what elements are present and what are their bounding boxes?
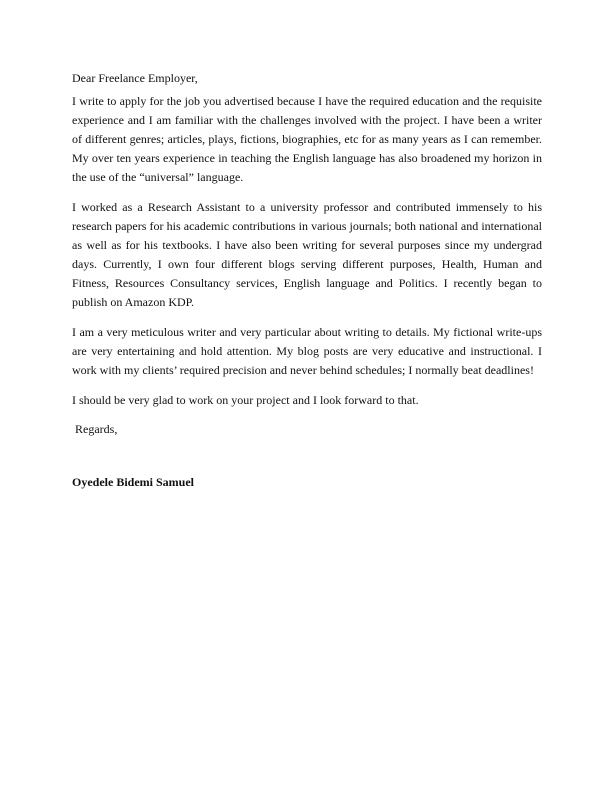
signature-name: Oyedele Bidemi Samuel bbox=[72, 475, 194, 489]
salutation: Dear Freelance Employer, bbox=[72, 71, 198, 85]
paragraph-qualities: I am a very meticulous writer and very particular about writing to details. My fictional write-ups are very entertaining and hold attention. My blog posts are very educative and instructional. I work with my clients’ required precision and never behind schedules; I normally beat deadlines! bbox=[72, 325, 542, 377]
cover-letter bbox=[72, 70, 542, 490]
paragraph-experience: I worked as a Research Assistant to a university professor and contributed immensely to his research papers for his academic contributions in various journals; both national and international as well as for his textbooks. I have also been writing for several purposes since my undergrad days. Currently, I own four different blogs serving different purposes, Health, Human and Fitness, Resources Consultancy services, English language and Politics. I recently began to publish on Amazon KDP. bbox=[72, 200, 542, 309]
closing-regards: Regards, bbox=[75, 422, 118, 436]
paragraph-closing: I should be very glad to work on your project and I look forward to that. bbox=[72, 393, 419, 407]
paragraph-introduction: I write to apply for the job you advertised because I have the required education and the requisite experience and I am familiar with the challenges involved with the project. I have been a writer of different genres; articles, plays, fictions, biographies, etc for as many years as I can remember. My over ten years experience in teaching the English language has also broadened my horizon in the use of the “universal” language. bbox=[72, 94, 542, 184]
